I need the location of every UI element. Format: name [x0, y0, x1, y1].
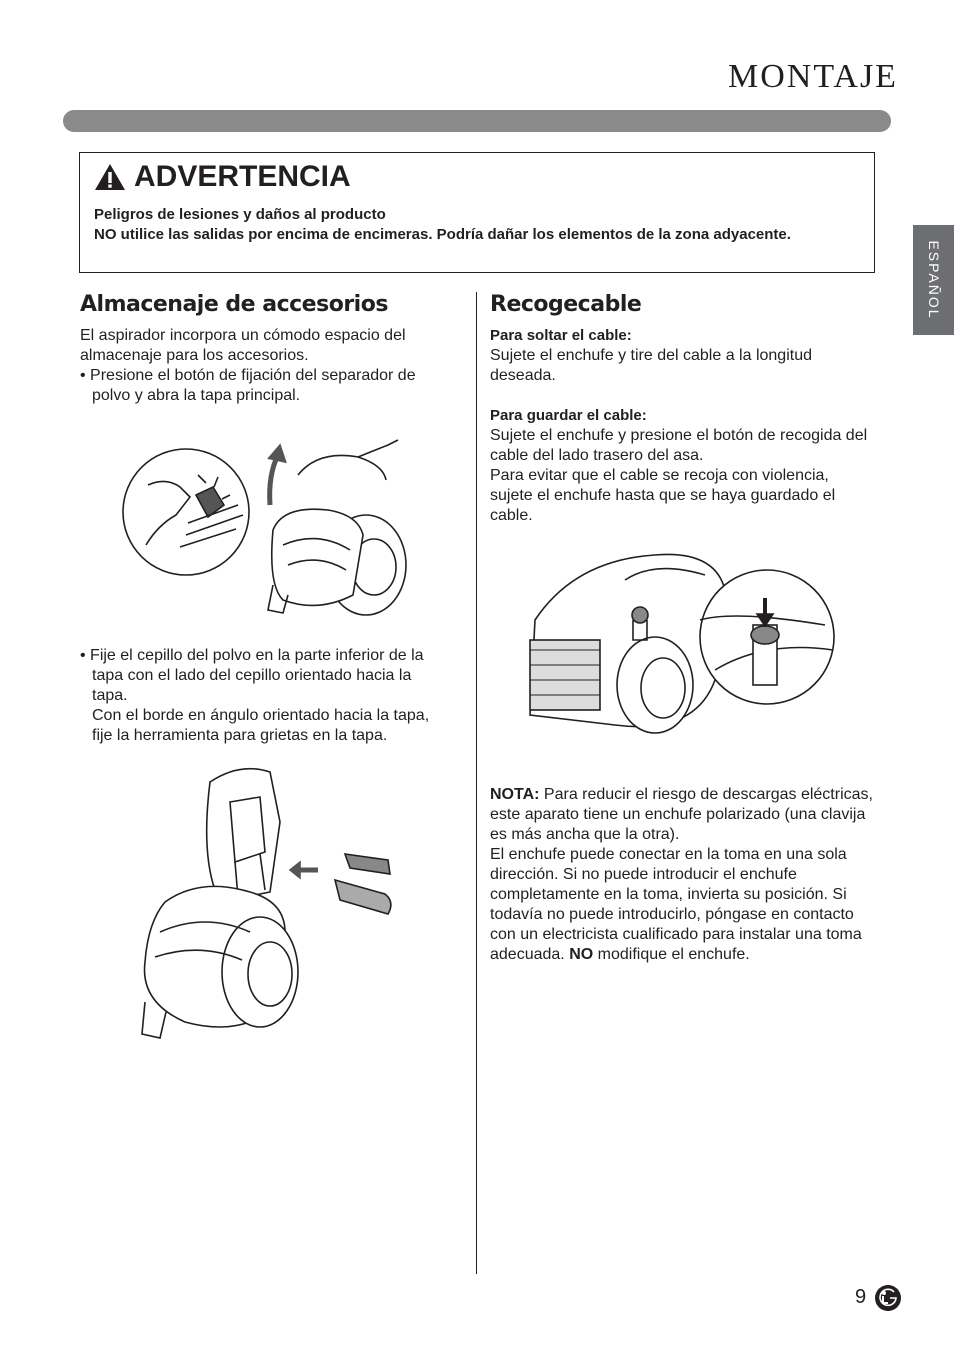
storage-bullet-2: • Fije el cepillo del polvo en la parte inferior de la tapa con el lado del cepillo orientado hacia la tapa. [80, 647, 424, 704]
page-number: 9 [855, 1286, 867, 1308]
release-heading: Para soltar el cable: [490, 327, 632, 344]
lg-logo [874, 1284, 902, 1312]
store-heading: Para guardar el cable: [490, 407, 647, 424]
warning-line-1: Peligros de lesiones y daños al producto [94, 206, 386, 223]
storage-section-title: Almacenaje de accesorios [80, 292, 388, 317]
store-text-2: Para evitar que el cable se recoja con violencia, sujete el enchufe hasta que se haya guardado el cable. [490, 467, 836, 524]
storage-intro: El aspirador incorpora un cómodo espacio del almacenaje para los accesorios. [80, 327, 406, 364]
language-tab [913, 225, 954, 335]
note-text-2: El enchufe puede conectar en la toma en una sola dirección. Si no puede introducir el enchufe completamente en la toma, invierta su posición. Si todavía no puede introducirlo, póngase en contacto con un electricista cualificado para instalar una toma adecuada. [490, 846, 862, 963]
note-no: NO [569, 946, 594, 963]
warning-title: ADVERTENCIA [134, 160, 351, 193]
store-text-1: Sujete el enchufe y presione el botón de recogida del cable del lado trasero del asa. [490, 427, 868, 464]
release-text: Sujete el enchufe y tire del cable a la longitud deseada. [490, 347, 812, 384]
illustration-cord-reel [515, 540, 840, 745]
storage-bullet-2b: Con el borde en ángulo orientado hacia la tapa, fije la herramienta para grietas en la tapa. [92, 707, 430, 744]
note-paragraph-2 [490, 845, 875, 965]
page-title: MONTAJE [728, 58, 898, 95]
note-text-1: Para reducir el riesgo de descargas eléctricas, este aparato tiene un enchufe polarizado (una clavija es más ancha que la otra). [490, 786, 873, 843]
note-paragraph-1 [490, 785, 875, 845]
header-bar [63, 110, 891, 132]
warning-heading [94, 160, 351, 194]
storage-bullet-2-block [80, 646, 450, 746]
storage-intro-block [80, 326, 450, 406]
note-block [490, 785, 875, 965]
warning-line-2: NO utilice las salidas por encima de encimeras. Podría dañar los elementos de la zona adyacente. [94, 226, 791, 243]
column-divider [476, 292, 477, 1274]
illustration-accessory-storage [120, 762, 400, 1047]
illustration-open-cover [118, 435, 418, 620]
warning-body [94, 205, 854, 245]
cord-reel-section-title: Recogecable [490, 292, 642, 317]
storage-bullet-1: • Presione el botón de fijación del separador de polvo y abra la tapa principal. [80, 367, 416, 404]
warning-triangle-icon [94, 163, 126, 191]
note-label: NOTA: [490, 786, 540, 803]
note-text-3: modifique el enchufe. [593, 946, 750, 963]
cord-reel-text-block [490, 326, 875, 526]
language-tab-label: ESPAÑOL [925, 240, 942, 320]
